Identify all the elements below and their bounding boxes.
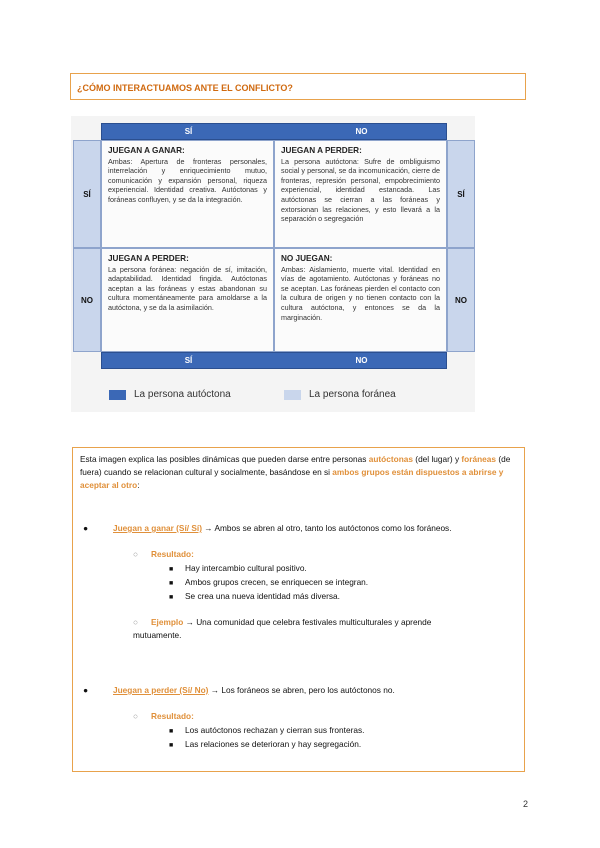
list-item: [169, 724, 364, 738]
bullet-dot-icon: ●: [83, 523, 89, 533]
row-label-no-right: NO: [447, 248, 475, 352]
example-item: [133, 616, 473, 642]
example-text: → Una comunidad que celebra festivales multiculturales y aprende mutuamente.: [133, 617, 432, 640]
circle-bullet-icon: ○: [133, 711, 139, 721]
intro-text: Esta imagen explica las posibles dinámicas que pueden darse entre personas: [80, 454, 369, 464]
matrix-top-bar: [101, 123, 447, 140]
page-number: 2: [522, 799, 528, 809]
cell-title: NO JUEGAN:: [281, 254, 333, 263]
list-item: [169, 738, 361, 752]
result-text: Los autóctonos rechazan y cierran sus fronteras.: [185, 725, 365, 735]
result-text: Hay intercambio cultural positivo.: [185, 563, 307, 573]
result-heading: [133, 548, 194, 561]
result-text: Las relaciones se deterioran y hay segregación.: [185, 739, 362, 749]
link-juegan-a-ganar[interactable]: Juegan a ganar (Sí/ Sí): [113, 523, 202, 533]
cell-text: La persona autóctona: Sufre de ombliguismo social y personal, se da incomunicación, cierre de fronteras, represión personal, empobrecimiento experiencial, identidad estancada. Las autóctonas se cierran a las foráneas y extorsionan las relaciones, y esto llevará a la separación o segregación: [281, 156, 440, 224]
intro-text: :: [137, 480, 140, 490]
result-text: Se crea una nueva identidad más diversa.: [185, 591, 340, 601]
square-bullet-icon: ■: [169, 728, 174, 735]
col-label-si: SÍ: [184, 127, 193, 136]
cell-text: Ambas: Apertura de fronteras personales, interrelación y enriquecimiento mutuo, comunicación y expansión personal, riqueza experiencial. Identidad creativa. Autóctonas y foráneas confluyen, y se da la integración.: [108, 156, 267, 204]
highlight-ambos-grupos: ambos grupos están dispuestos a abrirse y aceptar al otro: [80, 467, 504, 490]
explanation-box: [72, 447, 525, 772]
circle-bullet-icon: ○: [133, 549, 139, 559]
cell-si-no: [274, 140, 447, 248]
result-label: Resultado:: [151, 711, 194, 721]
example-label: Ejemplo: [151, 617, 184, 627]
list-item: [169, 576, 368, 590]
col-label-no-bottom: NO: [355, 356, 368, 365]
cell-title: JUEGAN A PERDER:: [108, 254, 189, 263]
legend-swatch: [109, 390, 126, 400]
cell-no-no: [274, 248, 447, 352]
row-label-si-left: SÍ: [73, 140, 101, 248]
legend-label: La persona foránea: [309, 389, 396, 400]
section-header: [70, 73, 526, 100]
cell-title: JUEGAN A PERDER:: [281, 146, 362, 155]
bullet-juegan-a-ganar: [83, 522, 452, 535]
cell-text: La persona foránea: negación de sí, imitación, adaptabilidad. Identidad fingida. Autóctonas aceptan a las foráneas y estas abandonan su cultura momentáneamente para amoldarse a la autóctona, y se da la asimilación.: [108, 264, 267, 312]
link-juegan-a-perder[interactable]: Juegan a perder (Sí/ No): [113, 685, 209, 695]
legend-label: La persona autóctona: [134, 389, 231, 400]
cell-si-si: [101, 140, 274, 248]
result-label: Resultado:: [151, 549, 194, 559]
bullet-dot-icon: ●: [83, 685, 89, 695]
intro-text: (del lugar) y: [413, 454, 462, 464]
highlight-foraneas: foráneas: [461, 454, 497, 464]
result-heading: [133, 710, 194, 723]
cell-title: JUEGAN A GANAR:: [108, 146, 185, 155]
square-bullet-icon: ■: [169, 594, 174, 601]
section-title: ¿CÓMO INTERACTUAMOS ANTE EL CONFLICTO?: [77, 83, 293, 93]
circle-bullet-icon: ○: [133, 617, 139, 627]
bullet-juegan-a-perder: [83, 684, 395, 697]
square-bullet-icon: ■: [169, 566, 174, 573]
row-label-no-left: NO: [73, 248, 101, 352]
highlight-autoctonas: autóctonas: [368, 454, 413, 464]
col-label-no: NO: [355, 127, 368, 136]
list-item: [169, 590, 340, 604]
bullet-desc: → Ambos se abren al otro, tanto los autóctonos como los foráneos.: [202, 523, 452, 533]
square-bullet-icon: ■: [169, 742, 174, 749]
legend-swatch: [284, 390, 301, 400]
matrix-bottom-bar: [101, 352, 447, 369]
interaction-matrix: [71, 116, 475, 412]
cell-text: Ambas: Aislamiento, muerte vital. Identidad en vías de agotamiento. Autóctonas y foráneas no se aceptan. Las foráneas pierden el contacto con la cultura de origen y no tienen contacto con la cultura autóctona, y entonces se da la marginación.: [281, 264, 440, 322]
legend-item-foranea: [284, 389, 396, 400]
result-text: Ambos grupos crecen, se enriquecen se integran.: [185, 577, 369, 587]
col-label-si-bottom: SÍ: [184, 356, 193, 365]
list-item: [169, 562, 307, 576]
square-bullet-icon: ■: [169, 580, 174, 587]
cell-no-si: [101, 248, 274, 352]
legend-item-autoctona: [109, 389, 231, 400]
row-label-si-right: SÍ: [447, 140, 475, 248]
intro-text: (de fuera) cuando se relacionan cultural y socialmente, basándose en si: [80, 454, 511, 477]
intro-paragraph: [80, 453, 520, 492]
bullet-desc: → Los foráneos se abren, pero los autóctonos no.: [208, 685, 395, 695]
